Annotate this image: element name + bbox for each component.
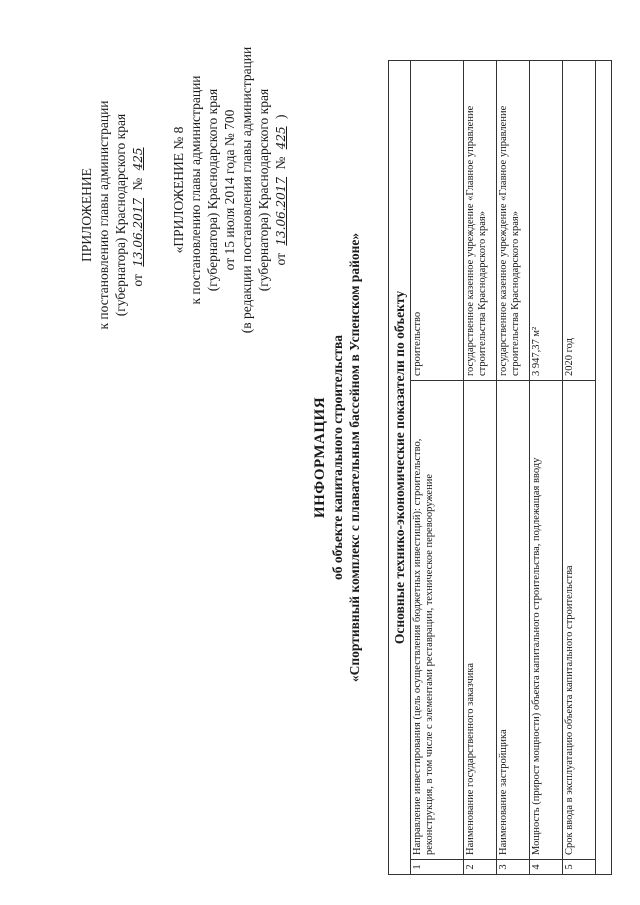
handwritten-number: 425 [131,147,145,171]
appendix-line: (губернатора) Краснодарского края [113,113,128,317]
handwritten-number: 425 [274,126,288,150]
table-row [530,61,563,874]
info-title-block [312,50,363,865]
appendix8-date-line [272,0,290,385]
appendix8-line: (губернатора) Краснодарского края [205,88,220,292]
row-number: 5 [563,860,596,875]
object-name: «Спортивный комплекс с плавательным бассейном в Успенском районе» [347,232,362,683]
document-subtitle: об объекте капитального строительства [330,334,345,581]
document-title: ИНФОРМАЦИЯ [312,396,328,519]
row-number: 3 [497,860,530,875]
appendix-title: ПРИЛОЖЕНИЕ [79,168,94,262]
row-value: строительство [411,61,464,381]
row-label: Срок ввода в эксплуатацию объекта капитального строительства [563,381,596,860]
appendix8-header [170,0,290,385]
appendix8-line: от 15 июля 2014 года № 700 [222,109,237,271]
row-number: 4 [530,860,563,875]
table-row [411,61,464,874]
appendix8-line: (губернатора) Краснодарского края [256,88,271,292]
handwritten-date: 13.06.2017 [274,176,288,246]
table-heading: Основные технико-экономические показатели по объекту [389,61,411,874]
table-row [464,61,497,874]
row-number: 2 [464,860,497,875]
number-prefix: № [130,177,145,191]
row-label: Мощность (прирост мощности) объекта капитального строительства, подлежащая вводу [530,381,563,860]
table-row [563,61,596,874]
closing-paren: ) [273,114,288,119]
table-row [497,61,530,874]
row-value: государственное казенное учреждение «Главное управление строительства Краснодарского края» [464,61,497,381]
row-value: государственное казенное учреждение «Главное управление строительства Краснодарского края» [497,61,530,381]
appendix8-title: «ПРИЛОЖЕНИЕ № 8 [171,126,186,254]
row-value: 2020 год [563,61,596,381]
row-value: 3 947,37 м² [530,61,563,381]
row-label: Наименование застройщика [497,381,530,860]
indicators-table [388,60,612,875]
number-prefix: № [273,156,288,170]
row-number: 1 [411,860,464,875]
handwritten-date: 13.06.2017 [131,197,145,267]
date-prefix: от [130,274,145,287]
indicators-grid [411,61,596,874]
row-label: Наименование государственного заказчика [464,381,497,860]
appendix-line: к постановлению главы администрации [96,100,111,330]
row-label: Направление инвестирования (цель осуществления бюджетных инвестиций): строительство, реконструкция, в том числе с элементами реставрации, техническое перевооружение [411,381,464,860]
appendix-header [78,25,147,405]
appendix8-line: (в редакции постановления главы администрации [239,46,254,334]
appendix8-line: к постановлению главы администрации [188,75,203,305]
date-prefix: от [273,253,288,266]
appendix-date-line [129,25,147,405]
